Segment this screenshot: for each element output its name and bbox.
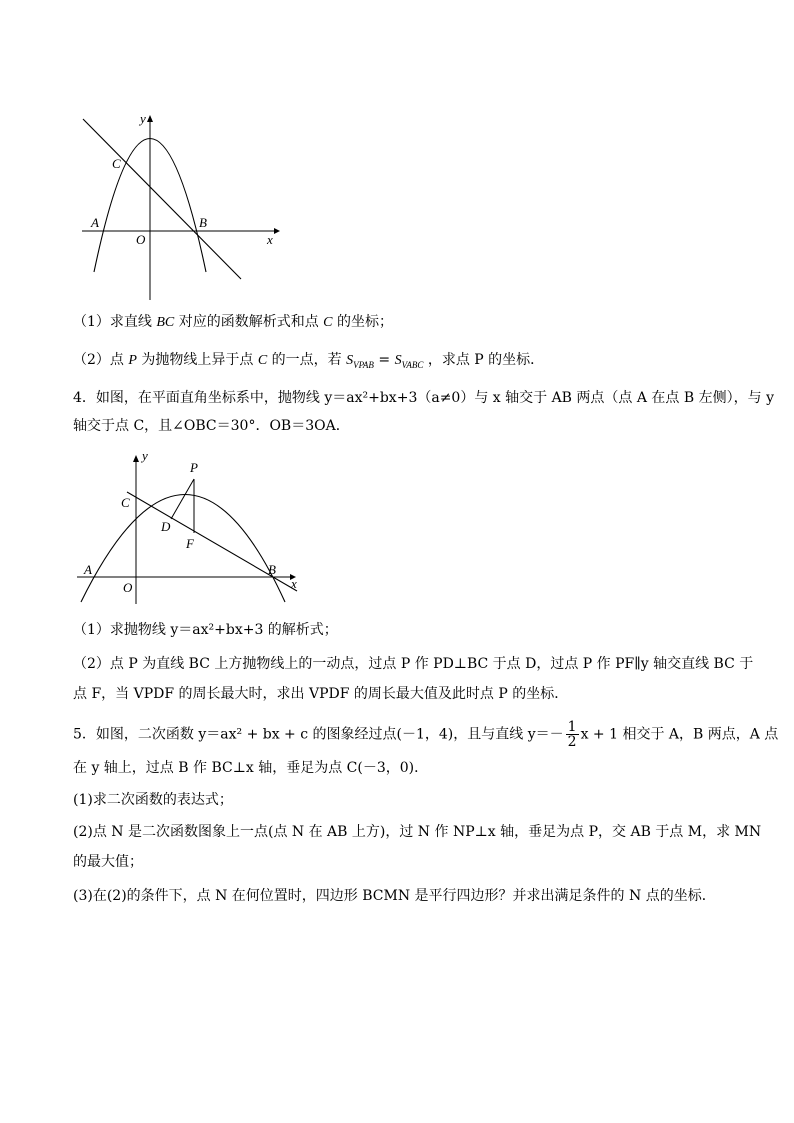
var-c: C [323,315,333,330]
var-bc: BC [156,315,175,330]
q3-part1 [73,312,393,333]
fig1-label-o: O [136,232,146,247]
q4-part1: （1）求抛物线 y＝ax²+bx+3 的解析式； [73,622,338,638]
q4-part2-b: 点 F，当 VPDF 的周长最大时，求出 VPDF 的周长最大值及此时点 P 的坐标． [73,686,569,702]
q4-line2: 轴交于点 C，且∠OBC＝30°．OB＝3OA． [73,418,350,434]
text: 对应的函数解析式和点 [174,314,324,330]
area-s1: S [346,353,354,368]
fig2-label-d: D [161,519,171,534]
fig1-label-c: C [112,156,121,171]
area-s2-sub: VABC [401,359,424,370]
fraction-half [566,720,579,749]
area-s2: S [394,353,402,368]
fig2-label-x: x [291,576,297,591]
fig1-label-a: A [91,215,99,230]
q4-line1: 4．如图，在平面直角坐标系中，抛物线 y＝ax²+bx+3（a≠0）与 x 轴交于 AB 两点（点 A 在点 B 左侧），与 y [73,390,774,406]
fig2-label-y: y [142,452,148,463]
fraction-numerator: 1 [567,719,577,735]
fig1-label-x: x [267,232,273,247]
q3-part2 [73,350,544,375]
fig2-label-a: A [84,562,92,577]
equals: = [373,352,395,368]
text: 为抛物线上异于点 [136,352,258,368]
q5-line1 [73,720,778,749]
var-c: C [257,353,268,368]
fig2-label-p: P [190,460,198,475]
figure-1 [78,110,288,305]
fraction-denominator: 2 [567,734,577,750]
q5-part2-a: (2)点 N 是二次函数图象上一点(点 N 在 AB 上方)，过 N 作 NP⊥x 轴，垂足为点 P，交 AB 于点 M，求 MN [73,824,762,840]
text: 的一点，若 [267,352,347,368]
q5-part3: (3)在(2)的条件下，点 N 在何位置时，四边形 BCMN 是平行四边形？并求出满足条件的 N 点的坐标． [73,888,716,904]
fig1-label-b: B [199,215,207,230]
area-s1-sub: VPAB [353,359,374,370]
fig2-label-o: O [123,580,133,595]
q5-line2: 在 y 轴上，过点 B 作 BC⊥x 轴，垂足为点 C(－3，0)． [73,760,429,776]
figure-2 [75,452,305,610]
text: 的坐标； [332,314,393,330]
fig2-label-b: B [268,562,276,577]
fig2-label-f: F [186,536,194,551]
q5-part1: (1)求二次函数的表达式； [73,792,233,808]
text: （2）点 [73,352,129,368]
q5-part2-b: 的最大值； [73,854,143,870]
text: ，求点 P 的坐标． [423,352,545,368]
text: 5．如图，二次函数 y＝ax² + bx + c 的图象经过点(－1，4)，且与直线 y＝－ [73,726,564,743]
q4-part2-a: （2）点 P 为直线 BC 上方抛物线上的一动点，过点 P 作 PD⊥BC 于点 D，过点 P 作 PF∥y 轴交直线 BC 于 [73,656,754,672]
var-p: P [128,353,137,368]
fig2-label-c: C [121,495,130,510]
fig1-label-y: y [140,111,146,126]
text: x + 1 相交于 A，B 两点，A 点 [580,726,779,743]
text: （1）求直线 [73,314,157,330]
